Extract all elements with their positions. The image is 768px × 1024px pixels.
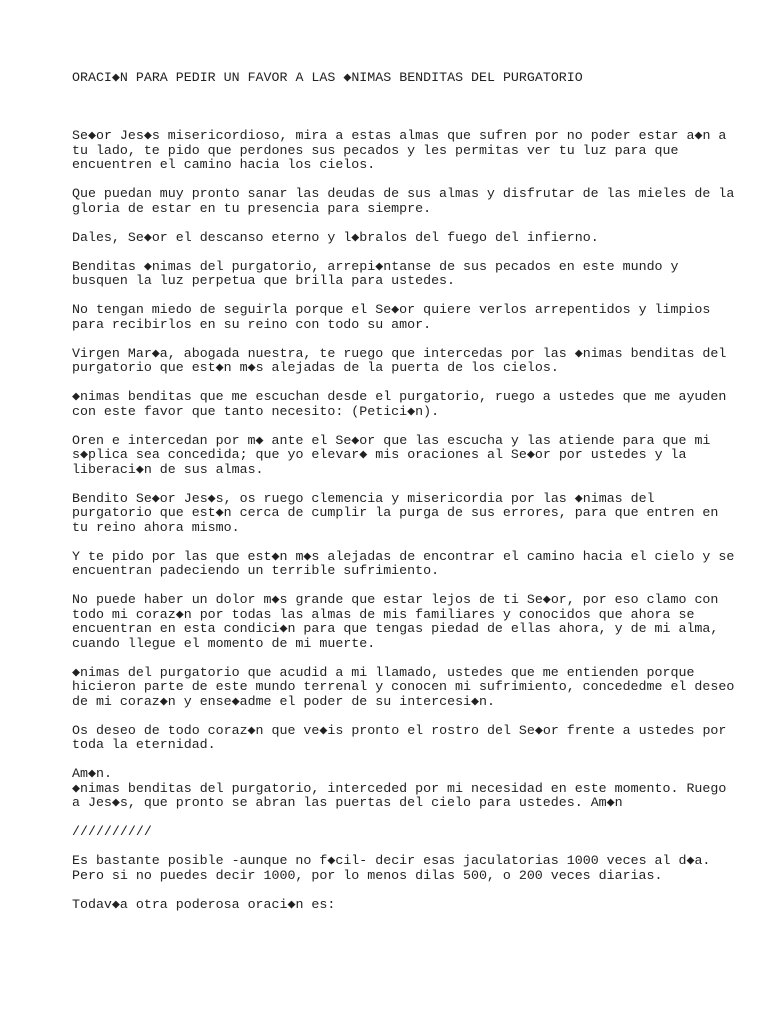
text-line: Bendito Se◆or Jes◆s, os ruego clemencia y misericordia por las ◆nimas del — [72, 490, 655, 506]
text-line: Virgen Mar◆a, abogada nuestra, te ruego que intercedas por las ◆nimas benditas del — [72, 345, 727, 361]
text-line: todo mi coraz◆n por todas las almas de mis familiares y conocidos que ahora se — [72, 606, 695, 622]
paragraph-12 — [72, 664, 735, 710]
text-line: purgatorio que est◆n m◆s alejadas de la puerta de los cielos. — [72, 360, 559, 375]
text-line: Am◆n. — [72, 766, 112, 781]
text-line: ◆nimas benditas del purgatorio, interceded por mi necesidad en este momento. Ruego — [72, 780, 727, 796]
text-line: Dales, Se◆or el descanso eterno y l◆bralos del fuego del infierno. — [72, 229, 599, 245]
paragraph-10 — [72, 548, 735, 579]
text-line: hicieron parte de este mundo terrenal y conocen mi sufrimiento, concededme el deseo — [72, 679, 735, 694]
separator-paragraph — [72, 825, 712, 840]
document-title: ORACI◆N PARA PEDIR UN FAVOR A LAS ◆NIMAS BENDITAS DEL PURGATORIO — [72, 70, 583, 85]
paragraph-8 — [72, 434, 712, 478]
paragraph-9 — [72, 490, 719, 536]
text-line: cuando llegue el momento de mi muerte. — [72, 635, 376, 651]
paragraph-3 — [72, 231, 712, 246]
paragraph-5 — [72, 303, 712, 332]
paragraph-4 — [72, 260, 712, 289]
paragraph-11 — [72, 592, 719, 651]
text-line: Todav◆a otra poderosa oraci◆n es: — [72, 896, 336, 912]
document-page — [72, 70, 735, 927]
text-line: Oren e intercedan por m◆ ante el Se◆or que las escucha y las atiende para que mi — [72, 432, 711, 448]
text-line: s◆plica sea concedida; que yo elevar◆ mis oraciones al Se◆or por ustedes y la — [72, 447, 687, 462]
text-line: toda la eternidad. — [72, 737, 216, 752]
text-line: Y te pido por las que est◆n m◆s alejadas de encontrar el camino hacia el cielo y se — [72, 548, 735, 564]
text-line: encuentran en esta condici◆n para que tengas piedad de ellas ahora, y de mi alma, — [72, 621, 719, 636]
text-line: para recibirlos en su reino con todo su amor. — [72, 316, 432, 332]
paragraph-13 — [72, 722, 727, 753]
text-line: a Jes◆s, que pronto se abran las puertas del cielo para ustedes. Am◆n — [72, 795, 623, 810]
text-line: con este favor que tanto necesito: (Petici◆n). — [72, 403, 440, 419]
text-line: encuentren el camino hacia los cielos. — [72, 157, 376, 172]
text-line: No tengan miedo de seguirla porque el Se◆or quiere verlos arrepentidos y limpios — [72, 302, 711, 317]
text-line: de mi coraz◆n y ense◆adme el poder de su intercesi◆n. — [72, 693, 495, 709]
text-line: purgatorio que est◆n cerca de cumplir la purga de sus errores, para que entren en — [72, 505, 719, 520]
text-line: liberaci◆n de sus almas. — [72, 461, 264, 477]
text-line: Benditas ◆nimas del purgatorio, arrepi◆ntanse de sus pecados en este mundo y — [72, 258, 679, 274]
text-line: tu lado, te pido que perdones sus pecados y les permitas ver tu luz para que — [72, 142, 679, 158]
paragraph-16 — [72, 898, 712, 913]
text-line: Es bastante posible -aunque no f◆cil- decir esas jaculatorias 1000 veces al d◆a. — [72, 853, 711, 868]
text-line: gloria de estar en tu presencia para siempre. — [72, 200, 432, 216]
paragraph-6 — [72, 345, 727, 376]
paragraph-14 — [72, 766, 727, 811]
text-line: Se◆or Jes◆s misericordioso, mira a estas almas que sufren por no poder estar a◆n a — [72, 128, 727, 143]
paragraph-15 — [72, 854, 712, 883]
separator-line: ////////// — [72, 824, 152, 839]
text-line: Pero si no puedes decir 1000, por lo menos dilas 500, o 200 veces diarias. — [72, 867, 663, 883]
text-line: encuentran padeciendo un terrible sufrimiento. — [72, 563, 440, 578]
text-line: Que puedan muy pronto sanar las deudas de sus almas y disfrutar de las mieles de la — [72, 186, 735, 201]
paragraph-1 — [72, 128, 727, 173]
text-line: Os deseo de todo coraz◆n que ve◆is pronto el rostro del Se◆or frente a ustedes por — [72, 722, 727, 738]
text-line: ◆nimas benditas que me escuchan desde el purgatorio, ruego a ustedes que me ayuden — [72, 389, 727, 404]
text-line: busquen la luz perpetua que brilla para ustedes. — [72, 273, 456, 288]
paragraph-2 — [72, 186, 735, 216]
paragraph-7 — [72, 389, 727, 419]
text-line: ◆nimas del purgatorio que acudid a mi llamado, ustedes que me entienden porque — [72, 664, 695, 680]
text-line: No puede haber un dolor m◆s grande que estar lejos de ti Se◆or, por eso clamo con — [72, 592, 719, 607]
text-line: tu reino ahora mismo. — [72, 519, 240, 535]
